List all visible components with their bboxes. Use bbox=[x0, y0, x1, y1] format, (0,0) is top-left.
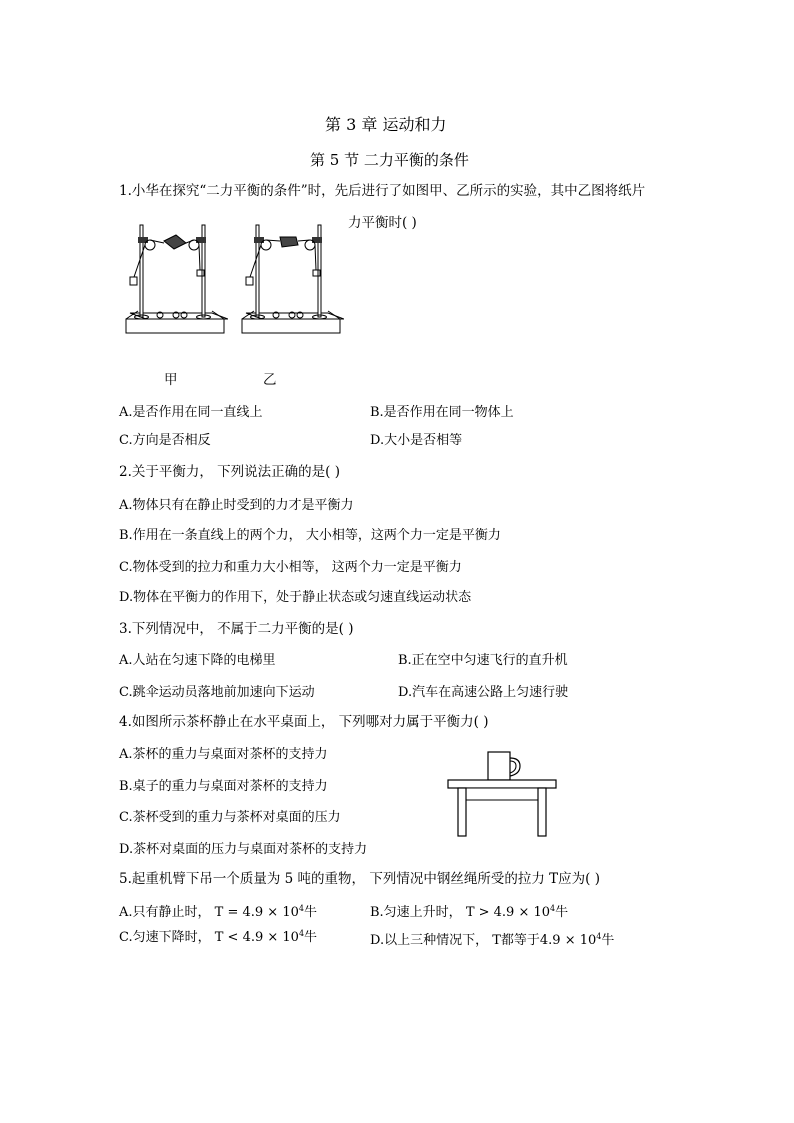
q1-stem: 1.小华在探究“二力平衡的条件”时，先后进行了如图甲、乙所示的实验，其中乙图将纸片 bbox=[119, 183, 646, 199]
q1-fig-label-yi: 乙 bbox=[263, 372, 277, 388]
chapter-title: 第 3 章 运动和力 bbox=[325, 115, 447, 134]
q5-option-a: A.只有静止时， $T = 4.9 \times 10^4$牛 bbox=[119, 904, 317, 920]
q3-option-a: A.人站在匀速下降的电梯里 bbox=[119, 653, 276, 668]
q5-stem: 5.起重机臂下吊一个质量为 5 吨的重物， 下列情况中钢丝绳所受的拉力 T应为( ) bbox=[119, 871, 600, 887]
q3-option-d: D.汽车在高速公路上匀速行驶 bbox=[398, 685, 569, 700]
q4-option-d: D.茶杯对桌面的压力与桌面对茶杯的支持力 bbox=[119, 842, 368, 857]
q1-option-a: A.是否作用在同一直线上 bbox=[119, 405, 263, 420]
q2-option-a: A.物体只有在静止时受到的力才是平衡力 bbox=[119, 498, 354, 513]
q1-fig-label-jia: 甲 bbox=[164, 372, 178, 388]
q5-option-d: D.以上三种情况下， T都等于$4.9 \times 10^4$牛 bbox=[370, 932, 615, 948]
q3-stem: 3.下列情况中， 不属于二力平衡的是( ) bbox=[119, 621, 354, 637]
q3-option-c: C.跳伞运动员落地前加速向下运动 bbox=[119, 685, 315, 700]
q1-option-b: B.是否作用在同一物体上 bbox=[370, 405, 514, 420]
q1-stem-cont: 力平衡时( ) bbox=[348, 215, 417, 231]
q2-option-b: B.作用在一条直线上的两个力， 大小相等，这两个力一定是平衡力 bbox=[119, 528, 501, 543]
q4-option-c: C.茶杯受到的重力与茶杯对桌面的压力 bbox=[119, 810, 341, 825]
q4-option-a: A.茶杯的重力与桌面对茶杯的支持力 bbox=[119, 747, 328, 762]
q3-option-b: B.正在空中匀速飞行的直升机 bbox=[398, 653, 568, 668]
experiment-apparatus-jia-icon bbox=[120, 215, 228, 335]
q5-option-c: C.匀速下降时， $T < 4.9 \times 10^4$牛 bbox=[119, 929, 318, 945]
q5-option-b: B.匀速上升时， $T > 4.9 \times 10^4$牛 bbox=[370, 904, 569, 920]
section-title: 第 5 节 二力平衡的条件 bbox=[310, 151, 469, 169]
teacup-on-table-icon bbox=[446, 748, 558, 838]
q2-option-c: C.物体受到的拉力和重力大小相等， 这两个力一定是平衡力 bbox=[119, 560, 462, 575]
q1-option-c: C.方向是否相反 bbox=[119, 433, 211, 448]
q2-stem: 2.关于平衡力， 下列说法正确的是( ) bbox=[119, 464, 340, 480]
q4-stem: 4.如图所示茶杯静止在水平桌面上， 下列哪对力属于平衡力( ) bbox=[119, 714, 489, 730]
experiment-apparatus-yi-icon bbox=[236, 215, 344, 335]
q4-option-b: B.桌子的重力与桌面对茶杯的支持力 bbox=[119, 779, 328, 794]
q2-option-d: D.物体在平衡力的作用下，处于静止状态或匀速直线运动状态 bbox=[119, 590, 472, 605]
q1-option-d: D.大小是否相等 bbox=[370, 433, 463, 448]
